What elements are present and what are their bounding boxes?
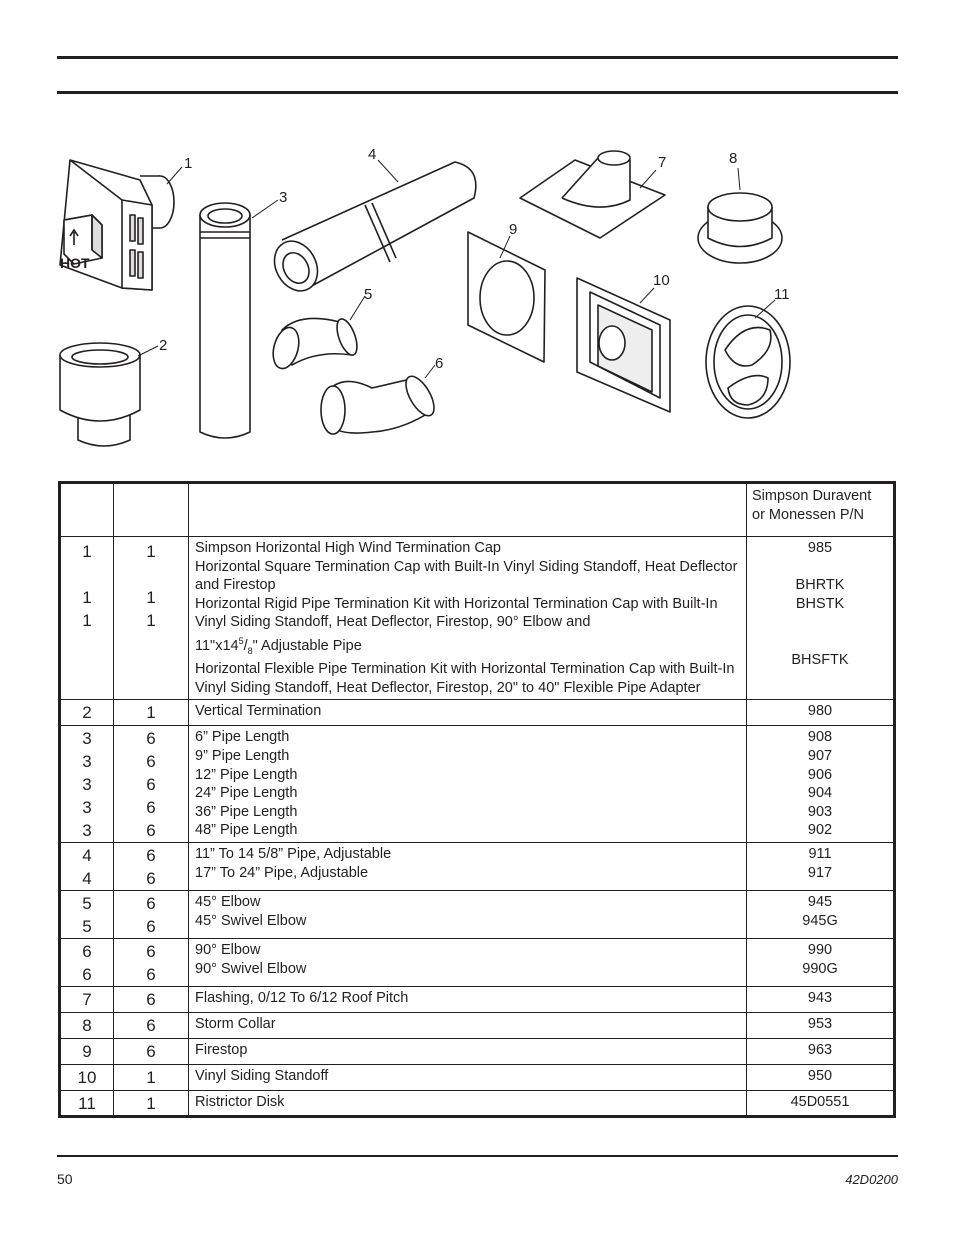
pipe-length-drawing: [200, 203, 250, 438]
ref-number: 1: [82, 542, 92, 561]
table-row: [60, 1013, 895, 1039]
callout-1: 1: [184, 155, 193, 172]
description: 24” Pipe Length: [195, 785, 298, 802]
description: 48” Pipe Length: [195, 822, 298, 839]
callout-2: 2: [159, 337, 168, 354]
storm-collar-drawing: [698, 193, 782, 263]
part-number: 990: [807, 942, 833, 959]
firestop-drawing: [468, 232, 545, 362]
description: 11” To 14 5/8” Pipe, Adjustable: [195, 846, 392, 863]
callout-5: 5: [364, 286, 373, 303]
flashing-drawing: [520, 151, 665, 238]
description: Vinyl Siding Standoff: [195, 1068, 329, 1085]
ref-number: 6: [82, 965, 92, 985]
callout-4: 4: [368, 146, 377, 163]
table-row: [60, 939, 895, 987]
document-number: 42D0200: [845, 1172, 898, 1187]
qty-code: [114, 563, 188, 586]
callout-7: 7: [658, 154, 667, 171]
vinyl-siding-standoff-drawing: [577, 278, 670, 412]
description: Simpson Horizontal High Wind Termination Cap: [195, 540, 501, 556]
qty-code: 1: [146, 703, 156, 723]
qty-code: 6: [146, 798, 156, 818]
qty-code: 6: [146, 752, 156, 772]
part-number: 953: [807, 1016, 833, 1033]
table-row: [60, 843, 895, 891]
ref-number: 5: [82, 917, 92, 937]
ref-number: 4: [82, 846, 92, 866]
callout-6: 6: [435, 355, 444, 372]
ref-number: 4: [82, 869, 92, 889]
part-number: 902: [807, 822, 833, 839]
page-number: 50: [57, 1171, 73, 1187]
ref-number: 8: [82, 1016, 92, 1036]
ref-number: 3: [82, 729, 92, 749]
qty-code: 6: [146, 990, 156, 1010]
qty-code: 6: [146, 1016, 156, 1036]
qty-code: 1: [146, 1094, 156, 1114]
elbow-45-drawing: [269, 316, 361, 371]
ref-number: 2: [82, 703, 92, 723]
restrictor-disk-drawing: [706, 306, 790, 418]
qty-code: 6: [146, 775, 156, 795]
part-number: 943: [807, 990, 833, 1007]
qty-code: 6: [146, 846, 156, 866]
qty-code: 1: [146, 588, 156, 607]
table-row: [60, 537, 895, 700]
header-col3: [189, 483, 747, 537]
table-row: [60, 1065, 895, 1091]
adjustable-pipe-drawing: [266, 162, 476, 298]
description: 12” Pipe Length: [195, 766, 298, 783]
ref-number: 9: [82, 1042, 92, 1062]
description: Horizontal Square Termination Cap with Built-In Vinyl Siding Standoff, Heat Deflector and Firestop: [195, 558, 738, 594]
ref-number: 1: [82, 611, 92, 630]
qty-code: 1: [146, 611, 156, 630]
part-number: 903: [807, 803, 833, 820]
table-row: [60, 726, 895, 843]
part-number: 985: [807, 540, 833, 556]
ref-number: 6: [82, 942, 92, 962]
table-header-row: [60, 483, 895, 537]
description: 36” Pipe Length: [195, 803, 298, 820]
description: Ristrictor Disk: [195, 1094, 285, 1111]
part-number: 963: [807, 1042, 833, 1059]
description: 6” Pipe Length: [195, 729, 290, 746]
part-number: 908: [807, 729, 833, 746]
part-number: 990G: [802, 961, 838, 978]
ref-number: 3: [82, 775, 92, 795]
qty-code: 6: [146, 942, 156, 962]
ref-number: 3: [82, 752, 92, 772]
description: 90° Swivel Elbow: [195, 961, 307, 978]
part-number: BHRTK: [795, 577, 845, 594]
part-number: BHSTK: [795, 595, 845, 612]
table-row: [60, 1091, 895, 1117]
part-number: 917: [807, 865, 833, 882]
qty-code: 6: [146, 1042, 156, 1062]
parts-table: [58, 481, 896, 1118]
table-row: [60, 700, 895, 726]
part-number: 980: [807, 703, 833, 720]
qty-code: 1: [146, 1068, 156, 1088]
header-col2: [114, 483, 189, 537]
description: Firestop: [195, 1042, 248, 1059]
part-number: 945G: [802, 913, 838, 930]
description: Horizontal Rigid Pipe Termination Kit with Horizontal Termination Cap with Built-In Vinyl Siding Standoff, Heat Deflector, Firestop, 90° Elbow and $11"x14^5/_8$" Adjustable Pipe: [195, 595, 718, 656]
ref-number: 5: [82, 894, 92, 914]
table-row: [60, 1039, 895, 1065]
ref-number: 10: [77, 1068, 97, 1088]
qty-code: 6: [146, 917, 156, 937]
description: 17” To 24” Pipe, Adjustable: [195, 865, 369, 882]
description: 90° Elbow: [195, 942, 261, 959]
ref-number: 3: [82, 821, 92, 841]
description: Storm Collar: [195, 1016, 276, 1033]
ref-number: 3: [82, 798, 92, 818]
qty-code: 6: [146, 894, 156, 914]
callout-10: 10: [653, 272, 670, 289]
description: 45° Swivel Elbow: [195, 913, 307, 930]
callout-9: 9: [509, 221, 518, 238]
part-number: 907: [807, 748, 833, 765]
ref-number: [61, 563, 113, 586]
qty-code: 6: [146, 729, 156, 749]
adjustable-pipe-text: $11"x14^5/_8$" Adjustable Pipe: [195, 635, 362, 656]
part-number: 911: [808, 846, 832, 863]
callout-8: 8: [729, 150, 738, 167]
header-part-number: Simpson Duravent or Monessen P/N: [747, 483, 895, 537]
description: Vertical Termination: [195, 703, 322, 720]
callout-3: 3: [279, 189, 288, 206]
bottom-rule: [57, 1155, 898, 1157]
table-row: [60, 891, 895, 939]
ref-number: 11: [78, 1094, 96, 1114]
qty-code: 6: [146, 821, 156, 841]
qty-code: 6: [146, 869, 156, 889]
part-number: 945: [807, 894, 833, 911]
parts-illustration: [0, 0, 954, 470]
header-col1: [60, 483, 114, 537]
qty-code: 1: [146, 542, 156, 561]
elbow-90-drawing: [321, 372, 440, 434]
vertical-termination-drawing: [60, 343, 140, 446]
hot-label: HOT: [60, 255, 90, 271]
description: Flashing, 0/12 To 6/12 Roof Pitch: [195, 990, 409, 1007]
part-number: 950: [807, 1068, 833, 1085]
table-row: [60, 987, 895, 1013]
callout-11: 11: [774, 286, 790, 303]
part-number: 904: [807, 785, 833, 802]
part-number: BHSFTK: [791, 651, 849, 668]
description: 45° Elbow: [195, 894, 261, 911]
ref-number: 7: [82, 990, 92, 1010]
description: 9” Pipe Length: [195, 748, 290, 765]
part-number: 906: [807, 766, 833, 783]
ref-number: 1: [82, 588, 92, 607]
part-number: 45D0551: [790, 1094, 850, 1111]
qty-code: 6: [146, 965, 156, 985]
description: Horizontal Flexible Pipe Termination Kit with Horizontal Termination Cap with Built-In Vinyl Siding Standoff, Heat Deflector, Firestop, 20" to 40" Flexible Pipe Adapter: [195, 661, 735, 696]
